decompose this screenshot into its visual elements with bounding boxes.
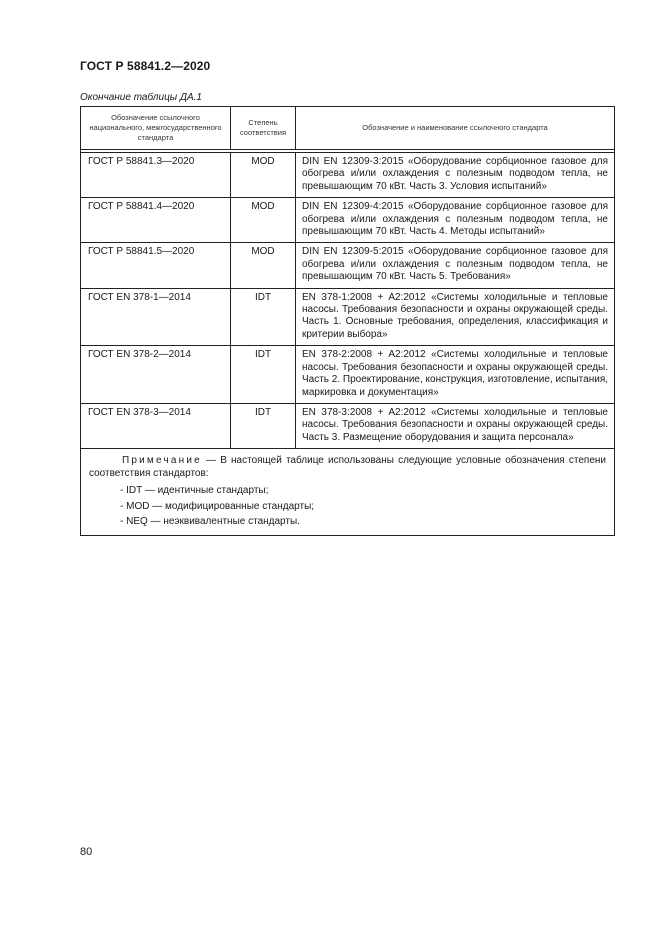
international-standard-cell: DIN EN 12309-3:2015 «Оборудование сорбционное газовое для обогрева и/или охлаждения с полезным подводом тепла, не превышающим 70 кВт. Часть 3. Условия испытаний» — [296, 153, 615, 198]
table-note — [81, 449, 615, 536]
table-row — [81, 198, 615, 243]
degree-cell: MOD — [231, 243, 296, 288]
table-row — [81, 403, 615, 448]
note-list-item: - IDT — идентичные стандарты; — [120, 484, 269, 496]
table-row — [81, 346, 615, 404]
table-header-row — [81, 107, 615, 150]
international-standard-cell: DIN EN 12309-4:2015 «Оборудование сорбционное газовое для обогрева и/или охлаждения с полезным подводом тепла, не превышающим 70 кВт. Часть 4. Методы испытаний» — [296, 198, 615, 243]
international-standard-cell: EN 378-2:2008 + A2:2012 «Системы холодильные и тепловые насосы. Требования безопасности и охраны окружающей среды. Часть 2. Проектирование, конструкция, изготовление, испытания, маркировка и документация» — [296, 346, 615, 404]
table-caption: Окончание таблицы ДА.1 — [80, 92, 202, 103]
international-standard-cell: EN 378-1:2008 + A2:2012 «Системы холодильные и тепловые насосы. Требования безопасности и охраны окружающей среды. Часть 1. Основные требования, определения, классификация и критерии выбора» — [296, 288, 615, 346]
national-standard-cell: ГОСТ Р 58841.3—2020 — [81, 153, 231, 198]
column-header-national: Обозначение ссылочного национального, межгосударственного стандарта — [81, 107, 231, 150]
degree-cell: IDT — [231, 288, 296, 346]
national-standard-cell: ГОСТ Р 58841.5—2020 — [81, 243, 231, 288]
note-label: Примечание — [122, 455, 202, 467]
note-list-item: - NEQ — неэквивалентные стандарты. — [120, 516, 300, 528]
national-standard-cell: ГОСТ EN 378-3—2014 — [81, 403, 231, 448]
table-row — [81, 243, 615, 288]
note-list — [89, 483, 606, 530]
note-text — [89, 455, 606, 480]
national-standard-cell: ГОСТ EN 378-2—2014 — [81, 346, 231, 404]
document-code: ГОСТ Р 58841.2—2020 — [80, 59, 211, 73]
international-standard-cell: DIN EN 12309-5:2015 «Оборудование сорбционное газовое для обогрева и/или охлаждения с полезным подводом тепла, не превышающим 70 кВт. Часть 5. Требования» — [296, 243, 615, 288]
national-standard-cell: ГОСТ EN 378-1—2014 — [81, 288, 231, 346]
column-header-international: Обозначение и наименование ссылочного стандарта — [296, 107, 615, 150]
table-row — [81, 288, 615, 346]
table-note-row — [81, 449, 615, 536]
note-body: — В настоящей таблице использованы следующие условные обозначения степени соответствия стандартов: — [89, 455, 606, 479]
page-number: 80 — [80, 846, 93, 858]
reference-standards-table — [80, 106, 615, 536]
column-header-degree: Степень соответствия — [231, 107, 296, 150]
note-list-item: - MOD — модифицированные стандарты; — [120, 500, 315, 512]
degree-cell: IDT — [231, 403, 296, 448]
degree-cell: IDT — [231, 346, 296, 404]
degree-cell: MOD — [231, 198, 296, 243]
national-standard-cell: ГОСТ Р 58841.4—2020 — [81, 198, 231, 243]
international-standard-cell: EN 378-3:2008 + A2:2012 «Системы холодильные и тепловые насосы. Требования безопасности и охраны окружающей среды. Часть 3. Размещение оборудования и защита персонала» — [296, 403, 615, 448]
table-row — [81, 153, 615, 198]
degree-cell: MOD — [231, 153, 296, 198]
